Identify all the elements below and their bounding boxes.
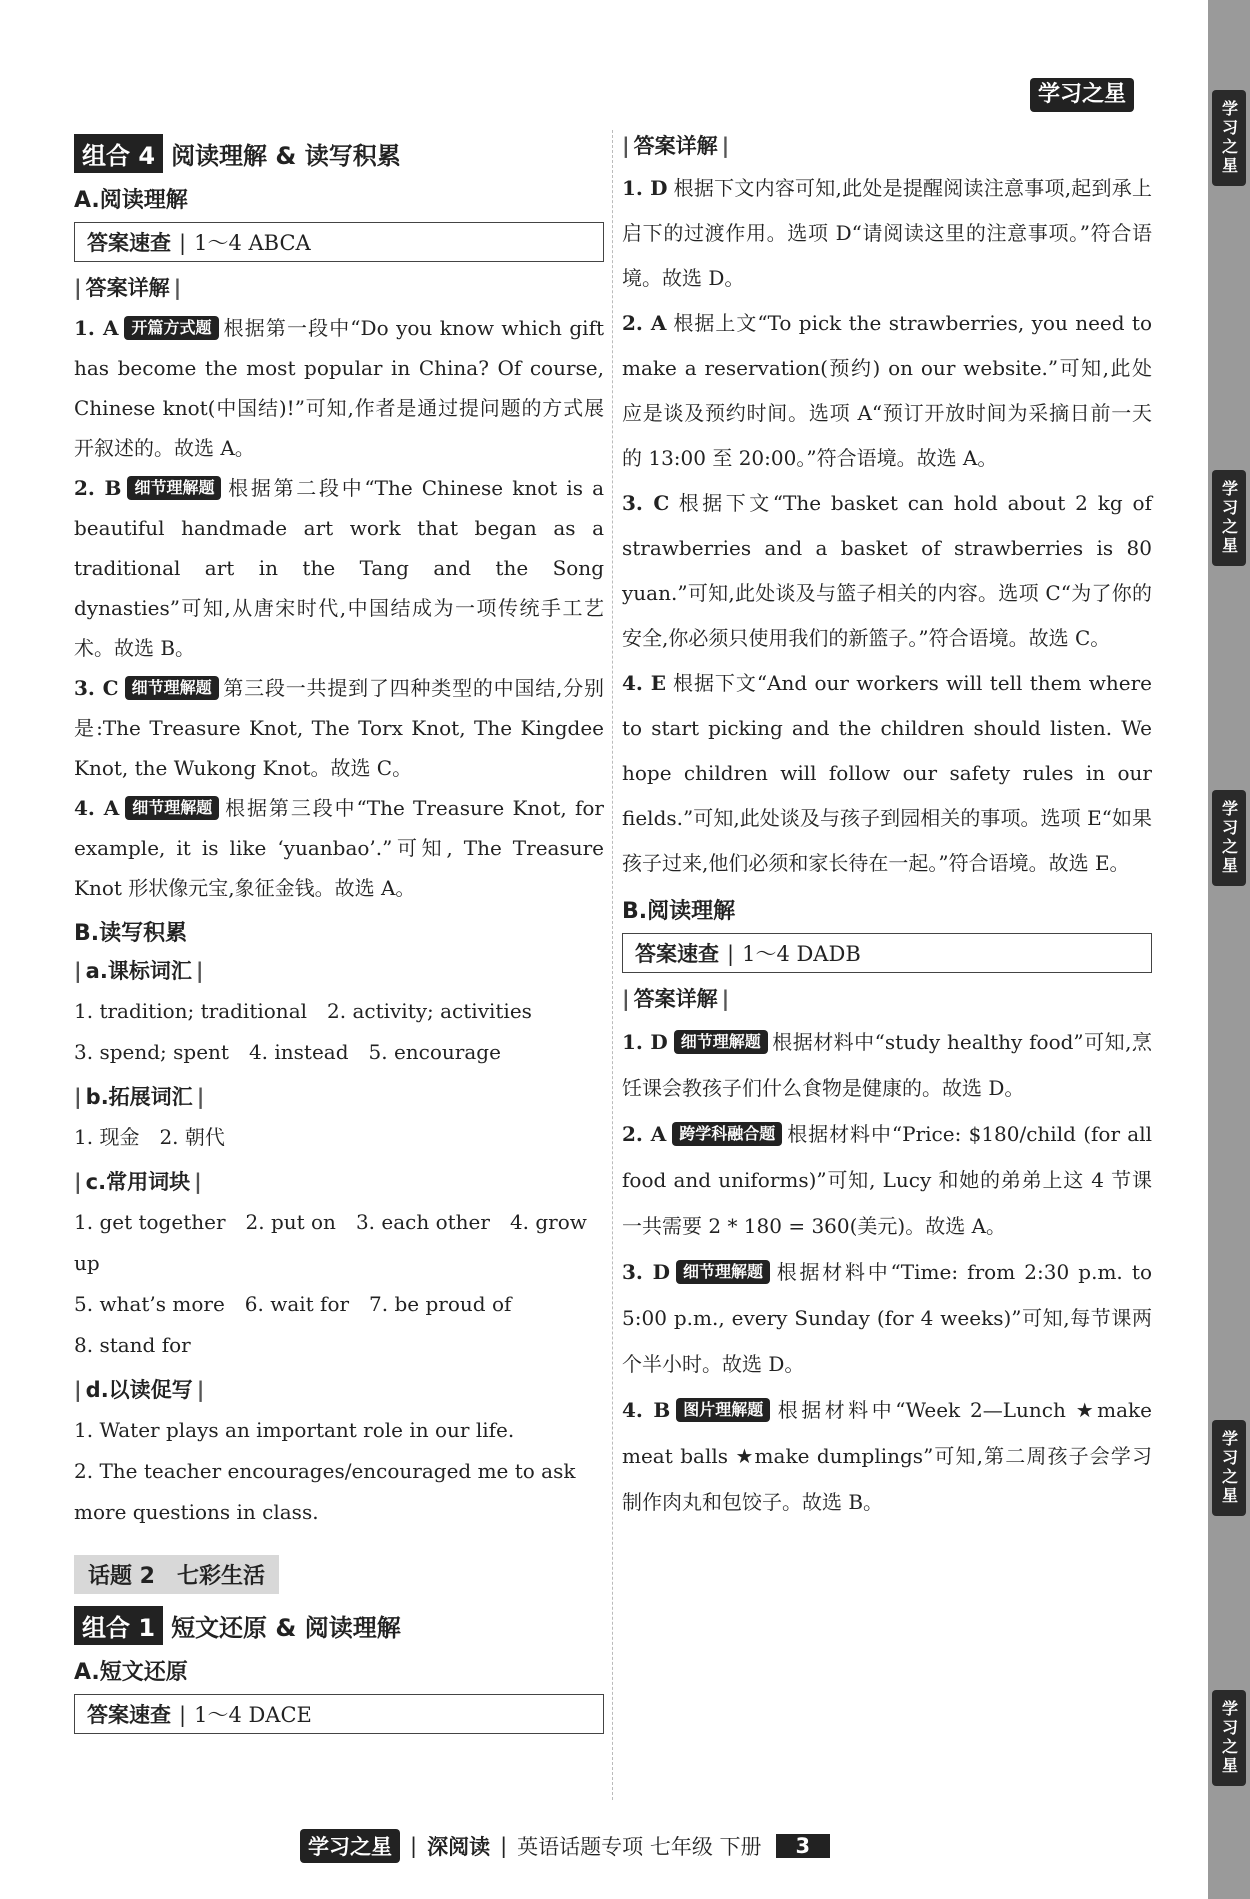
topic-banner: 话题 2 七彩生活 — [74, 1555, 279, 1594]
page-number: 3 — [776, 1834, 831, 1858]
vocab-line: 1. 现金 2. 朝代 — [74, 1125, 225, 1149]
answer-item: 4. B 图片理解题 根据材料中“Week 2—Lunch ★make meat balls ★make dumplings”可知,第二周孩子会学习制作肉丸和包饺子。故选 B。 — [622, 1398, 1153, 1514]
footer-brand-logo: 学习之星 — [300, 1829, 400, 1863]
group-heading — [74, 1606, 604, 1645]
answer-quick-box: 答案速查 | 1～4 DADB — [622, 933, 1152, 973]
phrase-heading: | c.常用词块 | — [74, 1166, 604, 1196]
group-title: 短文还原 & 阅读理解 — [171, 1614, 401, 1642]
answer-item: 3. D 细节理解题 根据材料中“Time: from 2:30 p.m. to 5:00 p.m., every Sunday (for 4 weeks)”可知,每节课两个半小时。故选 D。 — [622, 1260, 1152, 1376]
footer-book-title: 英语话题专项 七年级 下册 — [517, 1835, 762, 1859]
answer-item: 1. A 开篇方式题 根据第一段中“Do you know which gift has become the most popular in China? Of course, Chinese knot(中国结)!”可知,作者是通过提问题的方式展开叙述的。故选 A。 — [74, 316, 605, 460]
right-column — [622, 128, 1152, 1525]
side-brand-logo: 学习之星 — [1212, 790, 1246, 886]
group-tag: 组合 4 — [74, 134, 163, 173]
vocab-line: 3. spend; spent 4. instead 5. encourage — [74, 1040, 501, 1064]
column-divider — [612, 130, 613, 1800]
answer-item: 2. A 根据上文“To pick the strawberries, you need to make a reservation(预约) on our website.”可知,此处应是谈及预约时间。选项 A“预订开放时间为采摘日前一天的 13:00 至 20:00。”符合语境。故选 A。 — [622, 311, 1152, 470]
side-brand-logo: 学习之星 — [1212, 1420, 1246, 1516]
answer-item: 4. A 细节理解题 根据第三段中“The Treasure Knot, for example, it is like ‘yuanbao’.”可知, The Treasure Knot 形状像元宝,象征金钱。故选 A。 — [74, 796, 604, 900]
page-footer: 学习之星 | 深阅读 | 英语话题专项 七年级 下册 3 — [300, 1826, 1000, 1866]
answer-item: 3. C 根据下文“The basket can hold about 2 kg of strawberries and a basket of strawberries is 80 yuan.”可知,此处谈及与篮子相关的内容。选项 C“为了你的安全,你必须只使用我们的新篮子。”符合语境。故选 C。 — [622, 491, 1152, 650]
answer-item: 2. A 跨学科融合题 根据材料中“Price: $180/child (for all food and uniforms)”可知, Lucy 和她的弟弟上这 4 节课一共需要 2 * 180 = 360(美元)。故选 A。 — [622, 1122, 1153, 1238]
section-a-heading: A.阅读理解 — [74, 188, 188, 213]
answer-detail-label: | 答案详解 | — [622, 130, 1152, 160]
phrase-line: 8. stand for — [74, 1333, 191, 1357]
section-b-heading: B.读写积累 — [74, 921, 188, 946]
side-brand-logo: 学习之星 — [1212, 90, 1246, 186]
header-brand-logo: 学习之星 — [1030, 78, 1134, 112]
vocab-line: 1. tradition; traditional 2. activity; activities — [74, 999, 532, 1023]
group-tag: 组合 1 — [74, 1606, 163, 1645]
answer-detail-label: | 答案详解 | — [622, 983, 1152, 1013]
phrase-line: 1. get together 2. put on 3. each other 4. grow up — [74, 1210, 587, 1275]
answer-item: 4. E 根据下文“And our workers will tell them where to start picking and the children should listen. We hope children will follow our safety rules in our fields.”可知,此处谈及与孩子到园相关的事项。选项 E“如果孩子过来,他们必须和家长待在一起。”符合语境。故选 E。 — [622, 671, 1152, 875]
section-a-heading: A.短文还原 — [74, 1660, 188, 1685]
group-heading — [74, 134, 604, 173]
answer-quick-box: 答案速查 | 1～4 ABCA — [74, 222, 604, 262]
group-title: 阅读理解 & 读写积累 — [171, 142, 401, 170]
phrase-line: 5. what’s more 6. wait for 7. be proud of — [74, 1292, 512, 1316]
section-b-heading: B.阅读理解 — [622, 899, 736, 924]
left-column — [74, 128, 604, 1744]
answer-item: 2. B 细节理解题 根据第二段中“The Chinese knot is a beautiful handmade art work that began as a traditional art in the Tang and the Song dynasties”可知,从唐宋时代,中国结成为一项传统手工艺术。故选 B。 — [74, 476, 604, 660]
answer-item: 3. C 细节理解题 第三段一共提到了四种类型的中国结,分别是:The Treasure Knot, The Torx Knot, The Kingdee Knot, the Wukong Knot。故选 C。 — [74, 676, 605, 780]
writing-heading: | d.以读促写 | — [74, 1374, 604, 1404]
footer-series: 深阅读 — [427, 1835, 491, 1859]
side-brand-logo: 学习之星 — [1212, 470, 1246, 566]
answer-item: 1. D 根据下文内容可知,此处是提醒阅读注意事项,起到承上启下的过渡作用。选项 D“请阅读这里的注意事项。”符合语境。故选 D。 — [622, 176, 1152, 290]
vocab-heading: | a.课标词汇 | — [74, 955, 604, 985]
answer-quick-box: 答案速查 | 1～4 DACE — [74, 1694, 604, 1734]
extended-vocab-heading: | b.拓展词汇 | — [74, 1081, 604, 1111]
side-brand-logo: 学习之星 — [1212, 1690, 1246, 1786]
writing-line: 1. Water plays an important role in our life. — [74, 1418, 515, 1442]
answer-item: 1. D 细节理解题 根据材料中“study healthy food”可知,烹饪课会教孩子们什么食物是健康的。故选 D。 — [622, 1030, 1152, 1100]
answer-detail-label: | 答案详解 | — [74, 272, 604, 302]
right-edge-strip — [1208, 0, 1250, 1899]
writing-line: 2. The teacher encourages/encouraged me to ask more questions in class. — [74, 1459, 576, 1524]
